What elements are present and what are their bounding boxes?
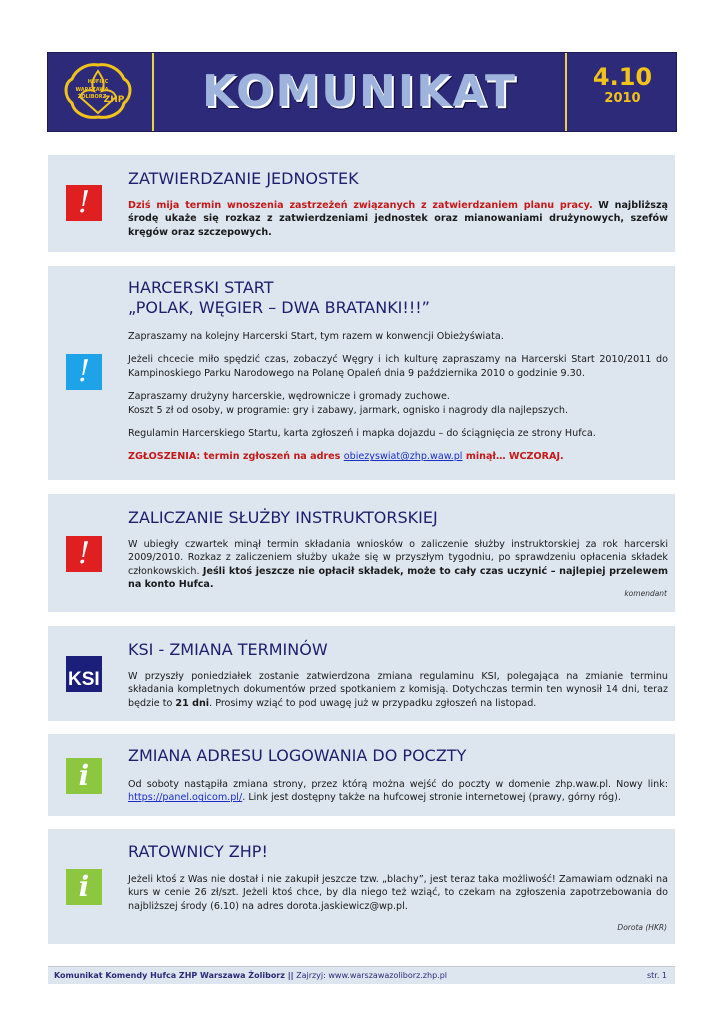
deadline-notice: Dziś mija termin wnoszenia zastrzeżeń związanych z zatwierdzaniem planu pracy. [128, 200, 593, 211]
registration-notice [128, 450, 668, 463]
ksi-logo: KSI [66, 656, 102, 692]
exclamation-icon: ! [66, 185, 102, 221]
page-title: KOMUNIKAT [202, 66, 517, 117]
section-body [128, 778, 668, 805]
section-heading: ZMIANA ADRESU LOGOWANIA DO POCZTY [128, 746, 467, 765]
section-heading: RATOWNICY ZHP! [128, 842, 268, 861]
issue-number: 4.10 [592, 63, 653, 91]
body-text-bold: 21 dni [175, 697, 210, 709]
section-body: Jeżeli ktoś z Was nie dostał i nie zakupił jeszcze tzw. „blachy”, jest teraz taka możliwość! Zamawiam odznaki na kurs w cenie 26 zł/szt. Jeżeli ktoś chce, by dla niego też wziąć, to czekam na zgłoszenia zapotrzebowania do najbliższej środy (6.10) na adres dorota.jaskiewicz@wp.pl. [128, 874, 668, 912]
logo-text-2: WARSZAWA [75, 87, 109, 93]
header-banner [47, 52, 677, 132]
section-heading: KSI - ZMIANA TERMINÓW [128, 640, 328, 659]
paragraph: Zapraszamy na kolejny Harcerski Start, tym razem w konwencji Obieżyświata. [128, 331, 504, 342]
section-body [128, 670, 668, 710]
body-text: . Prosimy wziąć to pod uwagę już w przypadku zgłoszeń na listopad. [209, 697, 537, 709]
section-heading: ZATWIERDZANIE JEDNOSTEK [128, 169, 359, 188]
registration-text: minął… WCZORAJ. [462, 451, 564, 463]
body-text: W przyszły poniedziałek zostanie zatwierdzona zmiana regulaminu KSI, polegająca na zmianie terminu składania kompletnych dokumentów przed spotkaniem z komisją. Dotychczas termin ten wynosił 14 dni, teraz będzie to [128, 671, 668, 709]
section-ksi [48, 626, 675, 721]
logo-text-4: ZHP [103, 95, 125, 105]
footer-website[interactable]: Zajrzyj: www.warszawazoliborz.zhp.pl [293, 971, 447, 980]
zhp-logo [62, 61, 134, 123]
webmail-link[interactable]: https://panel.ogicom.pl/ [128, 792, 243, 804]
paragraph: Regulamin Harcerskiego Startu, karta zgłoszeń i mapka dojazdu – do ściągnięcia ze strony Hufca. [128, 428, 596, 440]
info-icon: i [66, 869, 102, 905]
page-number: str. 1 [646, 971, 667, 980]
logo-text-1: HUFIEC [87, 79, 109, 85]
body-text: . Link jest dostępny także na hufcowej stronie internetowej (prawy, górny róg). [242, 792, 621, 804]
exclamation-icon: ! [66, 536, 102, 572]
section-harcerski-start [48, 266, 675, 480]
paragraph: Jeżeli chcecie miło spędzić czas, zobaczyć Węgry i ich kulturę zapraszamy na Harcerski Start 2010/2011 do Kampinoskiego Parku Narodowego na Polanę Opaleń dnia 9 października 2010 o godzinie 9.30. [128, 354, 668, 379]
section-ratownicy [48, 829, 675, 944]
registration-text: ZGŁOSZENIA: termin zgłoszeń na adres [128, 451, 344, 463]
paragraph-line: Zapraszamy drużyny harcerskie, wędrownicze i gromady zuchowe. [128, 391, 450, 403]
email-link[interactable]: obiezyswiat@zhp.waw.pl [343, 451, 463, 463]
paragraph [128, 390, 668, 417]
logo-text-3: ŻOLIBORZ [77, 94, 107, 100]
paragraph-line: Koszt 5 zł od osoby, w programie: gry i zabawy, jarmark, ognisko i nagrody dla najlepszych. [128, 404, 569, 416]
body-text: W ubiegły czwartek minął termin składania wniosków o zaliczenie służby instruktorskiej za rok harcerski 2009/2010. Rozkaz z zaliczeniem służby ukaże się w przyszłym tygodniu, po sprawdzeniu opłacenia składek członkowskich. [128, 539, 668, 577]
page-footer [48, 966, 675, 984]
section-body [128, 538, 668, 592]
section-heading: ZALICZANIE SŁUŻBY INSTRUKTORSKIEJ [128, 508, 438, 527]
signature: Dorota (HKR) [617, 923, 667, 932]
body-text: Od soboty nastąpiła zmiana strony, przez którą można wejść do poczty w domenie zhp.waw.pl. Nowy link: [128, 779, 668, 790]
section-body [128, 330, 668, 474]
heading-line: HARCERSKI START [128, 278, 274, 297]
body-text: W najbliższą środę ukaże się rozkaz z zatwierdzeniami jednostek oraz mianowaniami drużynowych, szefów kręgów oraz szczepowych. [128, 200, 668, 238]
body-text-bold: Jeśli ktoś jeszcze nie opłacił składek, może to cały czas uczynić – najlepiej przelewem na konto Hufca. [128, 565, 668, 591]
signature: komendant [624, 589, 667, 598]
section-zatwierdzanie [48, 155, 675, 252]
footer-text [54, 967, 447, 984]
section-poczta [48, 734, 675, 816]
exclamation-icon: ! [66, 354, 102, 390]
section-zaliczanie [48, 494, 675, 612]
issue-year: 2010 [604, 91, 641, 106]
section-body [128, 199, 668, 239]
info-icon: i [66, 758, 102, 794]
footer-title: Komunikat Komendy Hufca ZHP Warszawa Żoliborz || [54, 971, 294, 980]
issue-info [567, 63, 678, 107]
heading-line: „POLAK, WĘGIER – DWA BRATANKI!!!” [128, 298, 430, 317]
section-heading [128, 278, 430, 318]
